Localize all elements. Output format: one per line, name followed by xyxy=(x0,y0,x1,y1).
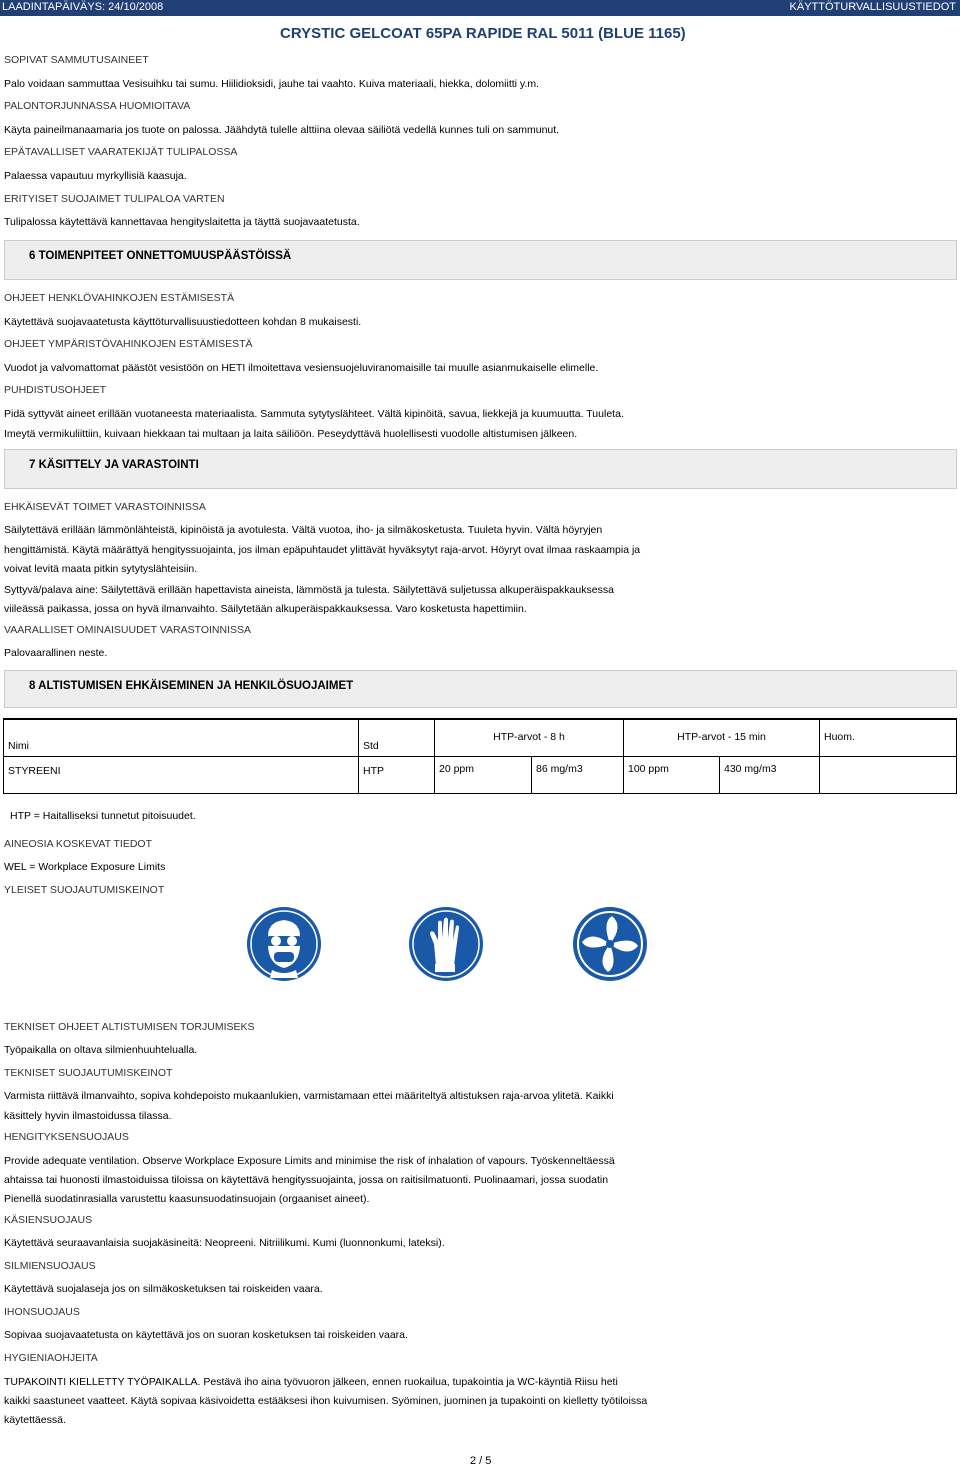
cell-15min-ppm: 100 ppm xyxy=(624,756,720,793)
text-storage-2: hengittämistä. Käytä määrättyä hengityssuojainta, jos ilman epäpuhtaudet ylittävät hyväksytyt raja-arvot. Höyryt ovat ilmaa raskaampia ja xyxy=(4,544,641,556)
text-storage-4: Syttyvä/palava aine: Säilytettävä erillään hapettavista aineista, lämmöstä ja tulesta. Säilytettävä suljetussa alkuperäispakkauksessa xyxy=(4,584,614,596)
text-eye-protection: Käytettävä suojalaseja jos on silmäkosketuksen tai roiskeiden vaara. xyxy=(4,1283,323,1295)
heading-fire-hazards: EPÄTAVALLISET VAARATEKIJÄT TULIPALOSSA xyxy=(4,146,238,158)
text-storage-1: Säilytettävä erillään lämmönlähteistä, kipinöistä ja avotulesta. Vältä vuotoa, iho- ja silmäkosketusta. Tuuleta hyvin. Vältä höyryjen xyxy=(4,524,603,536)
col-header-8h: HTP-arvot - 8 h xyxy=(435,719,624,756)
heading-hygiene: HYGIENIAOHJEITA xyxy=(4,1352,98,1364)
gloves-icon xyxy=(408,906,484,982)
col-header-15min: HTP-arvot - 15 min xyxy=(624,719,820,756)
text-environmental-precautions: Vuodot ja valvomattomat päästöt vesistöön on HETI ilmoitettava vesiensuojeluviranomaisille tai muulle asianmukaiselle elimelle. xyxy=(4,362,599,374)
cell-name: STYREENI xyxy=(4,756,359,793)
heading-technical-protection: TEKNISET SUOJAUTUMISKEINOT xyxy=(4,1067,173,1079)
ventilation-fan-icon xyxy=(572,906,648,982)
section-6-header xyxy=(4,240,957,280)
cell-15min-mg: 430 mg/m3 xyxy=(720,756,820,793)
text-skin-protection: Sopivaa suojavaatetusta on käytettävä jos on suoran kosketuksen tai roiskeiden vaara. xyxy=(4,1329,408,1341)
heading-storage-hazards: VAARALLISET OMINAISUUDET VARASTOINNISSA xyxy=(4,624,252,636)
text-hand-protection: Käytettävä seuraavanlaisia suojakäsineitä: Neopreeni. Nitriilikumi. Kumi (luonnonkumi, lateksi). xyxy=(4,1237,445,1249)
heading-respiratory-protection: HENGITYKSENSUOJAUS xyxy=(4,1131,129,1143)
product-title: CRYSTIC GELCOAT 65PA RAPIDE RAL 5011 (BLUE 1165) xyxy=(280,25,686,42)
document-type: KÄYTTÖTURVALLISUUSTIEDOT xyxy=(789,1,956,13)
heading-eye-protection: SILMIENSUOJAUS xyxy=(4,1260,96,1272)
text-storage-hazards: Palovaarallinen neste. xyxy=(4,647,108,659)
text-storage-3: voivat levitä maata pitkin sytytyslähteisiin. xyxy=(4,563,198,575)
heading-technical-measures: TEKNISET OHJEET ALTISTUMISEN TORJUMISEKS xyxy=(4,1021,255,1033)
heading-cleanup: PUHDISTUSOHJEET xyxy=(4,384,107,396)
heading-firefighting: PALONTORJUNNASSA HUOMIOITAVA xyxy=(4,100,191,112)
section-6-title: 6 TOIMENPITEET ONNETTOMUUSPÄÄSTÖISSÄ xyxy=(29,250,292,262)
text-cleanup-2: Imeytä vermikuliittiin, kuivaan hiekkaan tai multaan ja laita säiliöön. Peseydyttävä huolellisesti vuodolle altistumisen jälkeen. xyxy=(4,428,578,440)
heading-component-info: AINEOSIA KOSKEVAT TIEDOT xyxy=(4,838,153,850)
heading-skin-protection: IHONSUOJAUS xyxy=(4,1306,80,1318)
goggles-mask-icon xyxy=(246,906,322,982)
print-date: LAADINTAPÄIVÄYS: 24/10/2008 xyxy=(2,1,164,13)
section-7-title: 7 KÄSITTELY JA VARASTOINTI xyxy=(29,459,199,471)
cell-8h-ppm: 20 ppm xyxy=(435,756,532,793)
text-technical-protection-2: käsittely hyvin ilmastoidussa tilassa. xyxy=(4,1110,172,1122)
text-firefighting: Käyta paineilmanaamaria jos tuote on palossa. Jäähdytä tulelle alttiina olevaa säiliötä vedellä kunnes tuli on sammunut. xyxy=(4,124,560,136)
text-respiratory-2: ahtaissa tai huonosti ilmastoiduissa tiloissa on käytettävä hengityssuojainta, jossa on raitisilmatuonti. Puolinaamari, jossa suodatin xyxy=(4,1174,609,1186)
cell-8h-mg: 86 mg/m3 xyxy=(532,756,624,793)
section-8-header xyxy=(4,670,957,708)
heading-protective-equipment: ERITYISET SUOJAIMET TULIPALOA VARTEN xyxy=(4,193,225,205)
cell-note xyxy=(820,756,957,793)
heading-extinguishing-media: SOPIVAT SAMMUTUSAINEET xyxy=(4,54,149,66)
section-7-header xyxy=(4,449,957,489)
heading-storage-precautions: EHKÄISEVÄT TOIMET VARASTOINNISSA xyxy=(4,501,206,513)
text-extinguishing-media: Palo voidaan sammuttaa Vesisuihku tai sumu. Hiilidioksidi, jauhe tai vaahto. Kuiva materiaali, hiekka, dolomiitti y.m. xyxy=(4,78,539,90)
col-header-name: Nimi xyxy=(4,719,359,756)
exposure-limits-table xyxy=(3,718,957,794)
heading-general-protection: YLEISET SUOJAUTUMISKEINOT xyxy=(4,884,165,896)
col-header-std: Std xyxy=(359,719,435,756)
text-hygiene-2: kaikki saastuneet vaatteet. Käytä sopivaa käsivoidetta estääksesi ihon kuivumisen. Syöminen, juominen ja tupakointi on kielletty työtiloissa xyxy=(4,1395,648,1407)
heading-environmental-precautions: OHJEET YMPÄRISTÖVAHINKOJEN ESTÄMISESTÄ xyxy=(4,338,253,350)
cell-std: HTP xyxy=(359,756,435,793)
text-fire-hazards: Palaessa vapautuu myrkyllisiä kaasuja. xyxy=(4,170,187,182)
text-respiratory-1: Provide adequate ventilation. Observe Workplace Exposure Limits and minimise the risk of inhalation of vapours. Työskenneltäessä xyxy=(4,1155,615,1167)
text-hygiene-3: käytettäessä. xyxy=(4,1414,66,1426)
col-header-note: Huom. xyxy=(820,719,957,756)
text-respiratory-3: Pienellä suodatinrasialla varustettu kaasunsuodatinsuojain (orgaaniset aineet). xyxy=(4,1193,370,1205)
text-hygiene-1: TUPAKOINTI KIELLETTY TYÖPAIKALLA. Pestävä iho aina työvuoron jälkeen, ennen ruokailua, tupakointia ja WC-käyntiä Riisu heti xyxy=(4,1376,618,1388)
heading-hand-protection: KÄSIENSUOJAUS xyxy=(4,1214,93,1226)
page-number: 2 / 5 xyxy=(470,1455,492,1467)
text-storage-5: viileässä paikassa, jossa on hyvä ilmanvaihto. Säilytetään alkuperäispakkauksessa. Varo kosketusta hapettimiin. xyxy=(4,603,527,615)
heading-personal-precautions: OHJEET HENKLÖVAHINKOJEN ESTÄMISESTÄ xyxy=(4,292,235,304)
header-bar xyxy=(0,0,960,16)
htp-note: HTP = Haitalliseksi tunnetut pitoisuudet. xyxy=(10,810,196,822)
text-technical-protection-1: Varmista riittävä ilmanvaihto, sopiva kohdepoisto mukaanlukien, varmistamaan ettei määriteltyä altistuksen raja-arvoa ylitetä. Kaikki xyxy=(4,1090,614,1102)
table-row xyxy=(4,756,957,793)
wel-definition: WEL = Workplace Exposure Limits xyxy=(4,861,166,873)
text-personal-precautions: Käytettävä suojavaatetusta käyttöturvallisuustiedotteen kohdan 8 mukaisesti. xyxy=(4,316,362,328)
section-8-title: 8 ALTISTUMISEN EHKÄISEMINEN JA HENKILÖSUOJAIMET xyxy=(29,680,354,692)
text-cleanup-1: Pidä syttyvät aineet erillään vuotaneesta materiaalista. Sammuta sytytyslähteet. Vältä kipinöitä, savua, liekkejä ja kuumuutta. Tuuleta. xyxy=(4,408,624,420)
text-protective-equipment: Tulipalossa käytettävä kannettavaa hengityslaitetta ja täyttä suojavaatetusta. xyxy=(4,216,360,228)
text-technical-measures: Työpaikalla on oltava silmienhuuhtelualla. xyxy=(4,1044,198,1056)
